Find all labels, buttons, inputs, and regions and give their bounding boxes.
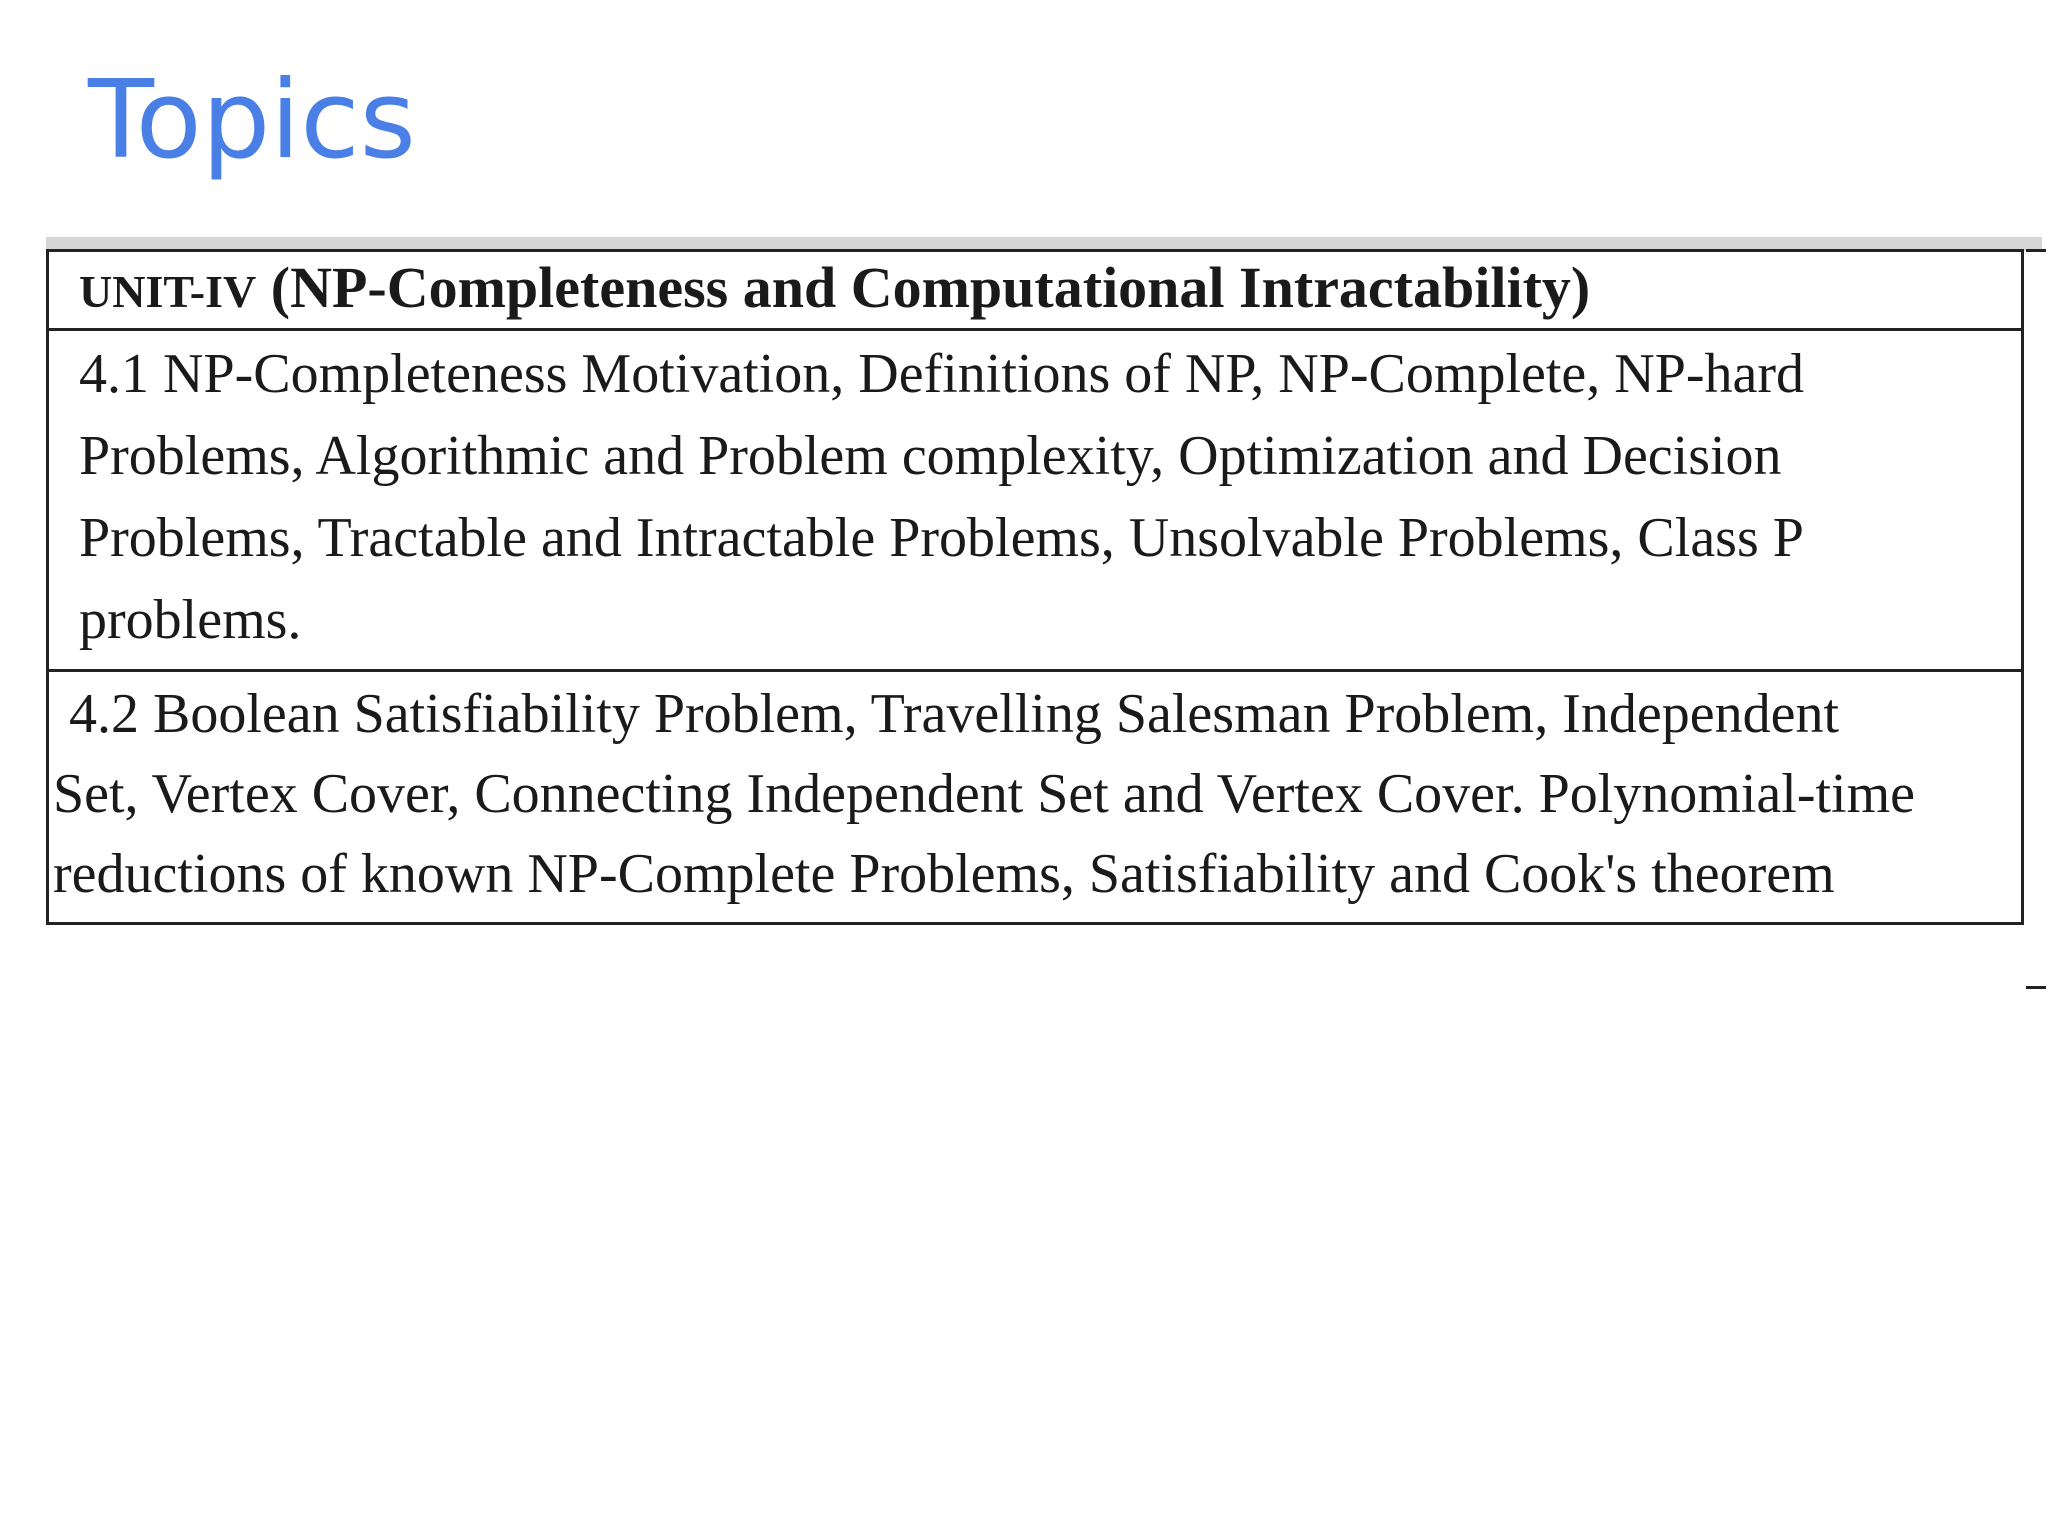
table-row <box>48 671 2023 924</box>
topic-cell-4-2 <box>48 671 2023 924</box>
unit-table <box>46 249 2024 925</box>
table-row <box>48 251 2023 330</box>
table-adjacent-column <box>2026 249 2046 989</box>
unit-table-wrapper <box>46 237 2016 985</box>
unit-number: UNIT-IV <box>79 266 257 317</box>
topic-cell-4-1: 4.1 NP-Completeness Motivation, Definitions of NP, NP-Complete, NP-hard Problems, Algorithmic and Problem complexity, Optimization and Decision Problems, Tractable and Intractable Problems, Unsolvable Problems, Class P problems. <box>48 330 2023 671</box>
topic-4-2-rest: Set, Vertex Cover, Connecting Independent Set and Vertex Cover. Polynomial-time reductions of known NP-Complete Problems, Satisfiability and Cook's theorem <box>53 763 1915 905</box>
slide-title: Topics <box>88 58 416 183</box>
topic-4-2-lead: 4.2 Boolean Satisfiability Problem, Travelling Salesman Problem, Independent <box>69 683 1840 745</box>
unit-header-cell <box>48 251 2023 330</box>
table-row <box>48 330 2023 671</box>
unit-name: (NP-Completeness and Computational Intractability) <box>256 255 1591 320</box>
